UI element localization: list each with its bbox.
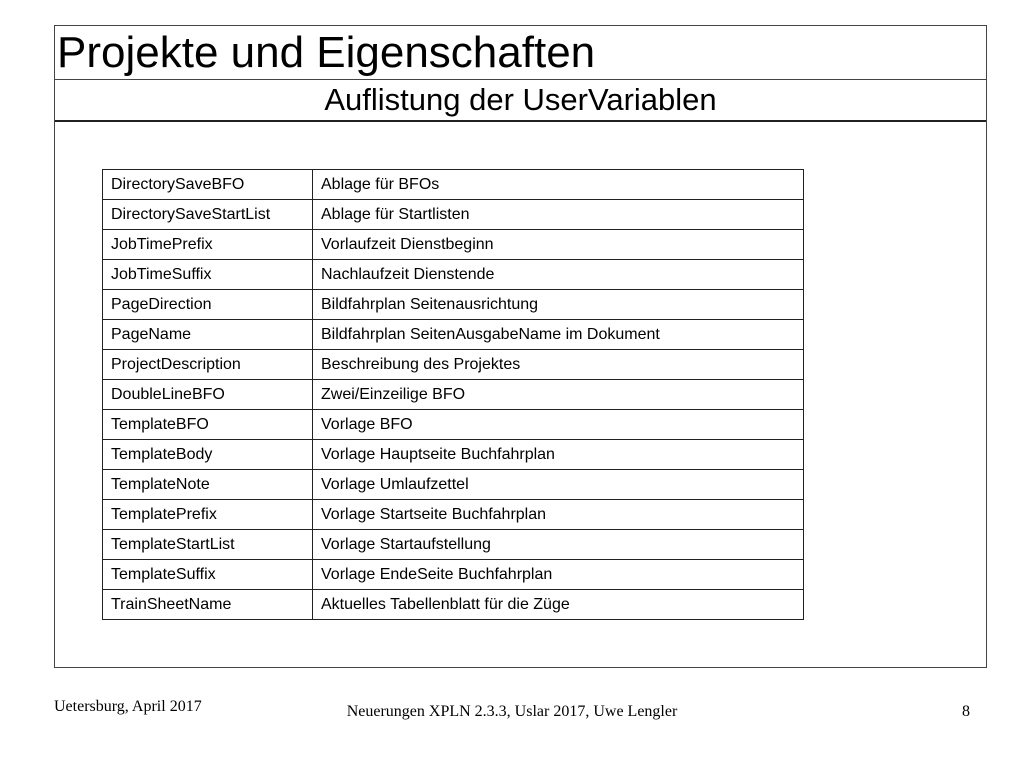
variable-description-cell: Nachlaufzeit Dienstende [313, 260, 804, 290]
variable-name-cell: DirectorySaveBFO [103, 170, 313, 200]
variable-name-cell: PageDirection [103, 290, 313, 320]
variable-description-cell: Bildfahrplan Seitenausrichtung [313, 290, 804, 320]
variable-name-cell: TemplateNote [103, 470, 313, 500]
table-row [103, 560, 804, 590]
variable-description-cell: Vorlage Hauptseite Buchfahrplan [313, 440, 804, 470]
variable-name-cell: ProjectDescription [103, 350, 313, 380]
table-row [103, 410, 804, 440]
variable-name-cell: PageName [103, 320, 313, 350]
variable-description-cell: Vorlage Startseite Buchfahrplan [313, 500, 804, 530]
variable-name-cell: DoubleLineBFO [103, 380, 313, 410]
footer-presentation-info: Neuerungen XPLN 2.3.3, Uslar 2017, Uwe Lengler [346, 703, 678, 720]
variable-name-cell: JobTimeSuffix [103, 260, 313, 290]
title-box [55, 26, 986, 80]
variable-description-cell: Ablage für BFOs [313, 170, 804, 200]
page-number: 8 [962, 703, 970, 720]
table-row [103, 440, 804, 470]
variable-name-cell: TemplateBFO [103, 410, 313, 440]
table-row [103, 590, 804, 620]
table-row [103, 260, 804, 290]
slide-frame [54, 25, 987, 668]
table-row [103, 380, 804, 410]
variable-description-cell: Vorlage Startaufstellung [313, 530, 804, 560]
variable-name-cell: DirectorySaveStartList [103, 200, 313, 230]
slide-subtitle: Auflistung der UserVariablen [324, 82, 717, 117]
slide-title: Projekte und Eigenschaften [57, 28, 596, 77]
variable-description-cell: Vorlage EndeSeite Buchfahrplan [313, 560, 804, 590]
table-row [103, 470, 804, 500]
variable-name-cell: TemplateStartList [103, 530, 313, 560]
variable-name-cell: TemplateSuffix [103, 560, 313, 590]
variable-description-cell: Ablage für Startlisten [313, 200, 804, 230]
variable-description-cell: Vorlage Umlaufzettel [313, 470, 804, 500]
variable-description-cell: Bildfahrplan SeitenAusgabeName im Dokument [313, 320, 804, 350]
variable-name-cell: TemplateBody [103, 440, 313, 470]
table-row [103, 230, 804, 260]
variable-description-cell: Beschreibung des Projektes [313, 350, 804, 380]
variable-description-cell: Aktuelles Tabellenblatt für die Züge [313, 590, 804, 620]
variable-description-cell: Vorlaufzeit Dienstbeginn [313, 230, 804, 260]
variable-description-cell: Zwei/Einzeilige BFO [313, 380, 804, 410]
subtitle-box [55, 80, 986, 122]
table-row [103, 350, 804, 380]
variable-description-cell: Vorlage BFO [313, 410, 804, 440]
variable-name-cell: TrainSheetName [103, 590, 313, 620]
variable-name-cell: TemplatePrefix [103, 500, 313, 530]
table-row [103, 200, 804, 230]
variable-name-cell: JobTimePrefix [103, 230, 313, 260]
table-row [103, 320, 804, 350]
footer-location-date: Uetersburg, April 2017 [54, 698, 202, 715]
table-row [103, 530, 804, 560]
user-variables-table [102, 169, 804, 620]
table-row [103, 290, 804, 320]
table-row [103, 500, 804, 530]
table-row [103, 170, 804, 200]
